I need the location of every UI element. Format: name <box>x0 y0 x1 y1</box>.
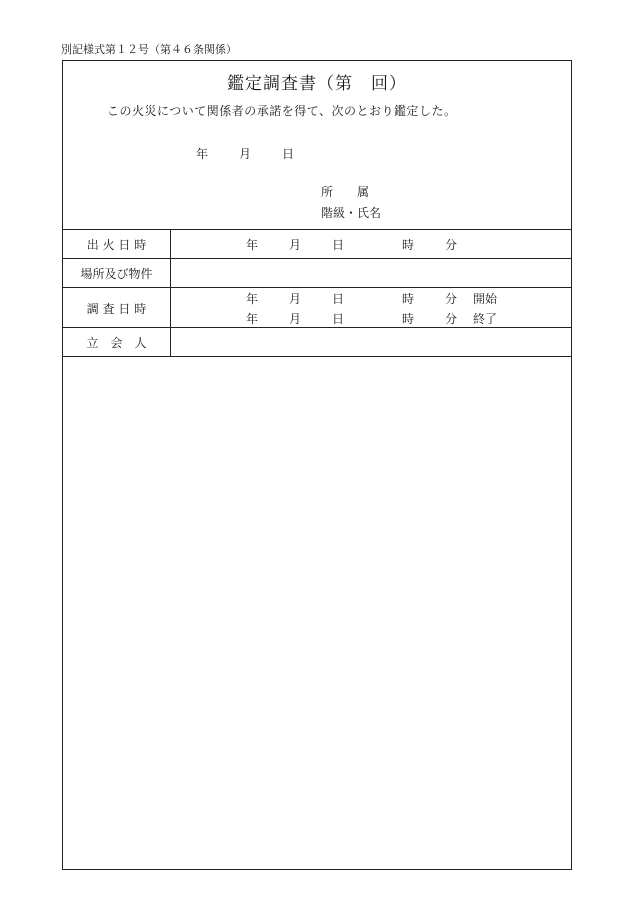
survey-start-year-unit: 年 <box>246 292 259 306</box>
report-body-area <box>63 357 571 869</box>
survey-datetime-label: 調 査 日 時 <box>86 302 147 316</box>
survey-end-suffix: 終了 <box>473 312 498 326</box>
fire-minute-unit: 分 <box>445 238 458 252</box>
survey-start-month-unit: 月 <box>289 292 302 306</box>
form-reference: 別記様式第１２号（第４６条関係） <box>61 43 237 56</box>
survey-start-minute-unit: 分 <box>445 292 458 306</box>
row-divider <box>63 258 571 259</box>
table-top-border <box>63 229 571 230</box>
survey-start-hour-unit: 時 <box>402 292 415 306</box>
fire-hour-unit: 時 <box>402 238 415 252</box>
row-divider <box>63 327 571 328</box>
survey-end-month-unit: 月 <box>289 312 302 326</box>
survey-end-day-unit: 日 <box>332 312 345 326</box>
row-divider <box>63 287 571 288</box>
survey-end-hour-unit: 時 <box>402 312 415 326</box>
header-year-unit: 年 <box>196 147 209 161</box>
header-day-unit: 日 <box>282 147 295 161</box>
witness-label: 立 会 人 <box>86 336 147 350</box>
fire-datetime-label: 出 火 日 時 <box>86 238 147 252</box>
rank-name-label: 階級・氏名 <box>321 206 382 220</box>
header-month-unit: 月 <box>239 147 252 161</box>
fire-day-unit: 日 <box>332 238 345 252</box>
survey-end-minute-unit: 分 <box>445 312 458 326</box>
survey-start-suffix: 開始 <box>473 292 498 306</box>
fire-month-unit: 月 <box>289 238 302 252</box>
fire-year-unit: 年 <box>246 238 259 252</box>
page-title: 鑑定調査書（第 回） <box>227 74 407 94</box>
affiliation-label: 所 属 <box>321 185 370 199</box>
column-divider <box>170 229 171 356</box>
intro-statement: この火災について関係者の承諾を得て、次のとおり鑑定した。 <box>107 104 457 118</box>
location-label: 場所及び物件 <box>80 267 153 281</box>
form-frame <box>62 60 572 870</box>
survey-start-day-unit: 日 <box>332 292 345 306</box>
survey-end-year-unit: 年 <box>246 312 259 326</box>
